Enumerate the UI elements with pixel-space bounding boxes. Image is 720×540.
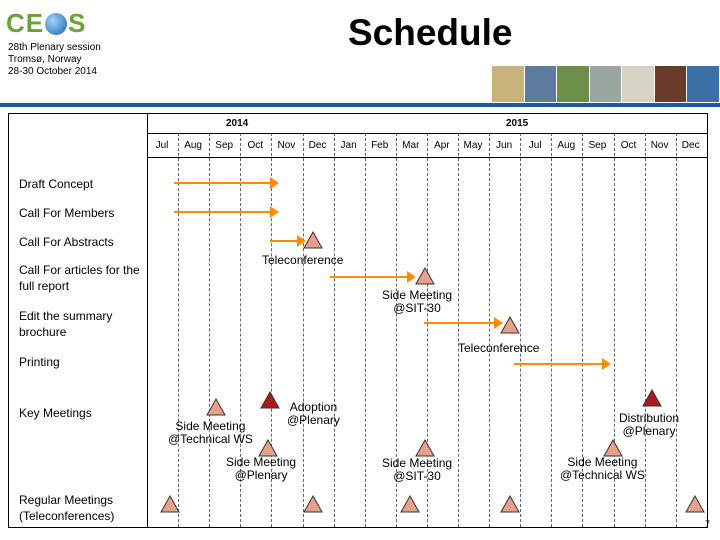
regular-meeting-triangle-5 — [686, 496, 704, 512]
month-label-15: Sep — [588, 140, 607, 151]
annotation-line: Side Meeting — [567, 455, 638, 469]
row-label-call-abstracts: Call For Abstracts — [19, 235, 114, 249]
task-arrow-call-abstracts — [270, 240, 298, 242]
page-number: 7 — [705, 519, 711, 529]
year-label-2015: 2015 — [506, 118, 529, 129]
month-label-12: Jun — [496, 140, 513, 151]
row-label-call-members: Call For Members — [19, 206, 115, 220]
milestone-triangle-plenary — [259, 440, 277, 456]
row-label-edit-summary: Edit the summary brochure — [19, 309, 113, 339]
milestone-triangle-tele1 — [304, 232, 322, 248]
regular-meeting-triangle-4 — [501, 496, 519, 512]
annotation-distribution-plenary — [619, 412, 679, 438]
logo-text-right: S — [68, 8, 87, 38]
month-gridline-11 — [458, 133, 459, 527]
annotation-line: @SIT-30 — [393, 469, 441, 483]
month-gridline-7 — [334, 133, 335, 527]
month-header-divider — [147, 157, 708, 158]
month-label-1: Jul — [155, 140, 169, 151]
annotation-line: Side Meeting — [382, 288, 453, 302]
slide-title: Schedule — [348, 12, 513, 53]
annotation-side-meeting-technical-1 — [168, 420, 253, 446]
row-label-call-articles: Call For articles for the full report — [19, 263, 140, 293]
task-arrow-draft-concept — [174, 182, 271, 184]
row-label-key-meetings: Key Meetings — [19, 406, 92, 420]
label-column-divider — [147, 113, 148, 528]
annotation-line: @Plenary — [287, 413, 340, 427]
milestone-triangle-distribution — [643, 390, 661, 406]
month-label-7: Jan — [340, 140, 357, 151]
month-label-5: Nov — [277, 140, 296, 151]
month-gridline-3 — [209, 133, 210, 527]
month-label-3: Sep — [215, 140, 234, 151]
annotation-line: @Plenary — [234, 468, 288, 482]
month-label-17: Nov — [650, 140, 669, 151]
month-label-4: Oct — [247, 140, 264, 151]
milestone-triangle-sit1 — [416, 268, 434, 284]
month-gridline-12 — [489, 133, 490, 527]
annotation-side-meeting-technical-2 — [560, 456, 645, 482]
month-gridline-18 — [676, 133, 677, 527]
annotation-line: @Plenary — [622, 424, 676, 438]
regular-meeting-triangle-3 — [401, 496, 419, 512]
annotation-line: Side Meeting — [175, 419, 246, 433]
annotation-line: Side Meeting — [382, 456, 453, 470]
task-arrow-edit-summary — [424, 322, 495, 324]
year-header-divider — [147, 133, 708, 134]
annotation-line: @Technical WS — [168, 432, 253, 446]
logo-text-left: CE — [6, 8, 45, 38]
month-gridline-14 — [551, 133, 552, 527]
month-gridline-13 — [520, 133, 521, 527]
annotation-side-meeting-sit-1 — [382, 289, 452, 315]
task-arrow-printing — [514, 363, 603, 365]
month-label-11: May — [463, 140, 483, 151]
session-line-1: 28th Plenary session — [8, 42, 101, 53]
month-label-9: Mar — [402, 140, 420, 151]
annotation-side-meeting-plenary — [226, 456, 296, 482]
annotation-line: @Technical WS — [560, 468, 645, 482]
row-label-regular-meetings: Regular Meetings (Teleconferences) — [19, 493, 115, 523]
month-label-16: Oct — [620, 140, 637, 151]
row-label-printing: Printing — [19, 355, 60, 369]
month-label-14: Aug — [557, 140, 576, 151]
month-label-6: Dec — [308, 140, 327, 151]
session-line-3: 28-30 October 2014 — [8, 66, 97, 77]
annotation-side-meeting-sit-2 — [382, 457, 452, 483]
regular-meeting-triangle-2 — [304, 496, 322, 512]
milestone-triangle-sit2 — [416, 440, 434, 456]
month-label-8: Feb — [371, 140, 389, 151]
milestone-triangle-adoption — [261, 392, 279, 408]
month-label-2: Aug — [184, 140, 202, 151]
regular-meeting-triangle-1 — [161, 496, 179, 512]
month-label-10: Apr — [434, 140, 450, 151]
session-line-2: Tromsø, Norway — [8, 54, 82, 65]
annotation-line: Side Meeting — [226, 455, 297, 469]
month-gridline-2 — [178, 133, 179, 527]
milestone-triangle-tech1 — [207, 399, 225, 415]
task-arrow-call-members — [174, 211, 271, 213]
annotation-teleconference-1: Teleconference — [262, 253, 344, 267]
annotation-teleconference-2: Teleconference — [458, 341, 540, 355]
month-gridline-8 — [365, 133, 366, 527]
year-label-2014: 2014 — [226, 118, 249, 129]
milestone-triangle-tech2 — [604, 440, 622, 456]
annotation-line: Adoption — [289, 400, 338, 414]
month-label-18: Dec — [681, 140, 700, 151]
annotation-line: Distribution — [619, 411, 680, 425]
row-label-draft-concept: Draft Concept — [19, 177, 94, 191]
annotation-adoption-plenary — [287, 401, 340, 427]
milestone-triangle-tele2 — [501, 317, 519, 333]
month-gridline-6 — [303, 133, 304, 527]
annotation-line: @SIT-30 — [393, 301, 441, 315]
month-label-13: Jul — [528, 140, 542, 151]
task-arrow-call-articles — [330, 276, 408, 278]
